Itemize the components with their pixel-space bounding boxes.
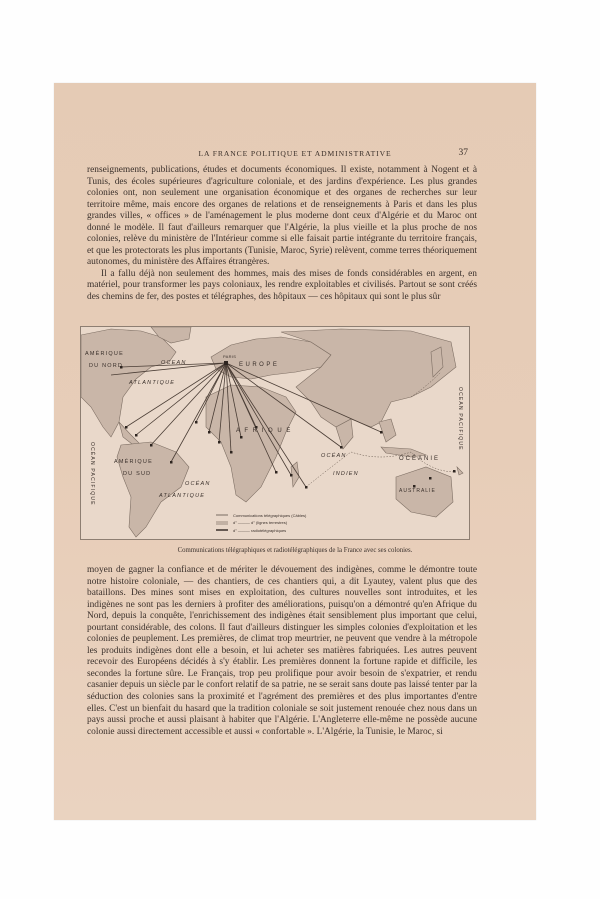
label-du-nord: DU NORD: [89, 363, 124, 369]
label-indien: INDIEN: [333, 471, 359, 477]
label-ocean-indien: OCÉAN: [321, 453, 347, 459]
marker-paris: [224, 361, 228, 365]
label-europe: EUROPE: [239, 362, 280, 368]
label-oceanie: OCÉANIE: [399, 456, 441, 462]
paragraph: renseignements, publications, études et documents économiques. Il existe, notamment à Nogent et à Tunis, des écoles supérieures d'agriculture coloniale, et des jardins d'expérience. Les plus grandes colonies ont, non seulement une organisation économique et des organes de recherches sur leur territoire même, mais encore des organes de relations et de renseignements à Paris et dans les plus grandes villes, « offices » de l'aménagement le plus moderne dont ceux d'Algérie et du Maroc ont donné le modèle. Il faut d'ailleurs remarquer que l'Algérie, la plus vieille et la plus proche de nos colonies, relève du ministère de l'Intérieur comme si elle faisait partie intégrante du territoire français, et que les protectorats les plus importants (Tunisie, Maroc, Syrie) relèvent, comme terres théoriquement autonomes, du ministère des Affaires étrangères.: [87, 165, 477, 268]
paragraph: Il a fallu déjà non seulement des hommes, mais des mises de fonds considérables en argent, en matériel, pour transformer les pays coloniaux, les rendre exploitables et civilisés. Partout se sont créés des chemins de fer, des postes et télégraphes, des hôpitaux — ces hôpitaux qui sont le plus sûr: [87, 268, 477, 303]
running-title: LA FRANCE POLITIQUE ET ADMINISTRATIVE: [198, 149, 392, 158]
label-amerique-nord: AMÉRIQUE: [85, 351, 124, 357]
page-number: 37: [458, 148, 468, 158]
figure-caption: Communications télégraphiques et radiotélégraphiques de la France avec ses colonies.: [177, 547, 413, 554]
label-amerique-sud: AMÉRIQUE: [114, 459, 153, 465]
label-australie: AUSTRALIE: [399, 488, 436, 494]
label-atlantique-s: ATLANTIQUE: [159, 493, 206, 499]
label-ocean-atlantique-s: OCÉAN: [185, 481, 211, 487]
running-head: [54, 149, 536, 161]
body-text-bottom: [87, 565, 477, 738]
label-ocean-pacifique-w: OCÉAN PACIFIQUE: [89, 442, 95, 506]
map-figure: [80, 326, 470, 540]
label-afrique: A F R I Q U E: [236, 428, 292, 434]
label-ocean-pacifique-e: OCEAN PACIFIQUE: [457, 387, 463, 451]
label-ocean-atlantique-n: OCEAN: [161, 360, 187, 366]
legend-label-cables: Communications télégraphiques (Câbles): [233, 513, 307, 518]
paragraph: moyen de gagner la confiance et de mériter le dévouement des indigènes, comme le démontre toute notre histoire coloniale, — des chantiers, de ces chantiers qui, a dit Lyautey, valent plus que des bataillons. Des mines sont mises en exploitation, des cultures nouvelles sont introduites, et les indigènes ne sont pas les derniers à profiter des améliorations, puisqu'on a démontré qu'en Afrique du Nord, depuis la conquête, l'enrichissement des indigènes était sensiblement plus important que celui, pourtant considérable, des colons. Il faut d'ailleurs distinguer les simples colonies d'exploitation et les colonies de peuplement. Les premières, de climat trop meurtrier, ne peuvent que vendre à la métropole les produits indigènes dont elle a besoin, et lui acheter ses matières fabriquées. Les autres peuvent recevoir des Européens décidés à s'y établir. Les premières donnent la fortune rapide et difficile, les secondes la fortune sûre. Le Français, trop peu prolifique pour avoir besoin de s'expatrier, et rendu casanier depuis un siècle par le confort relatif de sa patrie, ne se serait sans doute pas laissé tenter par la séduction des colonies sans la proximité et l'agrément des premières et des plus importantes d'entre elles. C'est un bienfait du hasard que la tradition coloniale se soit justement renouée chez nous dans un pays aussi proche et aussi plaisant à habiter que l'Algérie. L'Angleterre elle-même ne possède aucune colonie aussi directement accessible et aussi « confortable ». L'Algérie, la Tunisie, le Maroc, si: [87, 565, 477, 737]
label-du-sud: DU SUD: [123, 471, 152, 477]
label-atlantique-n: ATLANTIQUE: [129, 380, 176, 386]
book-page: [54, 83, 536, 820]
body-text-top: [87, 165, 477, 304]
legend-label-radio: d° ——— radiotélégraphiques: [233, 528, 287, 533]
label-paris: PARIS: [223, 354, 237, 359]
legend-label-terrestres: d° ——— d° (lignes terrestres): [233, 520, 288, 525]
world-map: [81, 327, 469, 539]
